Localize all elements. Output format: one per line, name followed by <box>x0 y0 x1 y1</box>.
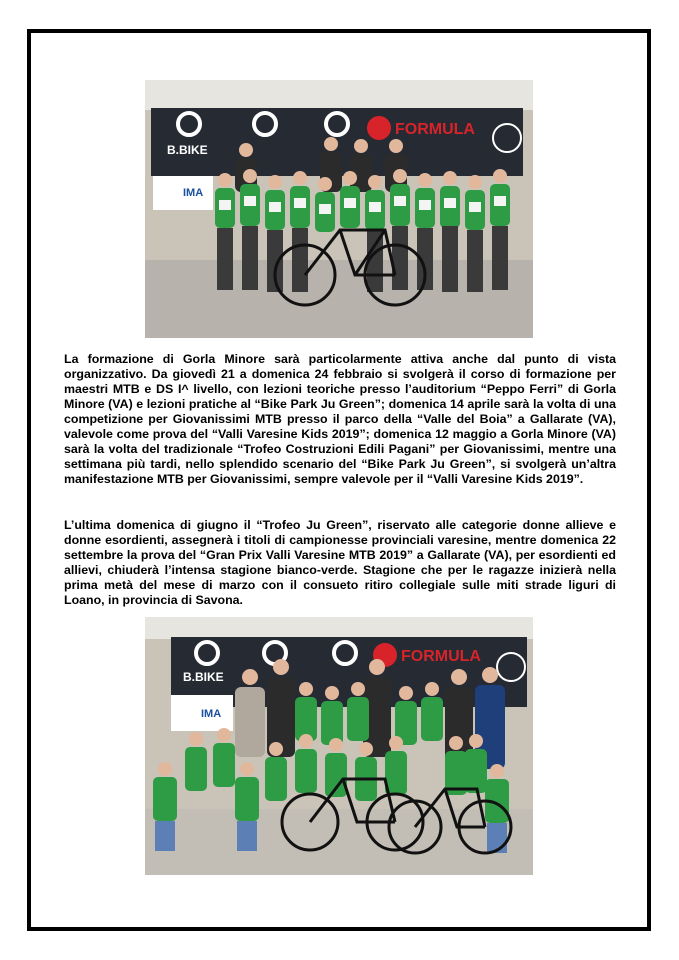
banner-left-text: B.BIKE <box>167 143 208 157</box>
team-photo-2 <box>145 617 533 875</box>
team-photo-2-image <box>145 617 533 875</box>
team-photo-1 <box>145 80 533 338</box>
banner-sub-text: IMA <box>183 187 204 199</box>
article-paragraph-2: L’ultima domenica di giugno il “Trofeo Ju Green”, riservato alle categorie donne allieve e donne esordienti, assegnerà i titoli di campionesse provinciali varesine, mentre domenica 22 settembre la prova del “Gran Prix Valli Varesine MTB 2019” a Gallarate (VA), per esordienti ed allievi, chiuderà l’intensa stagione bianco-verde. Stagione che per le ragazze inizierà nella prima metà del mese di marzo con il consueto ritiro collegiale sulle miti strade liguri di Loano, in provincia di Savona. <box>64 518 616 607</box>
article-paragraph-1: La formazione di Gorla Minore sarà particolarmente attiva anche dal punto di vista organizzativo. Da giovedì 21 a domenica 24 febbraio si svolgerà il corso di formazione per maestri MTB e DS I^ livello, con lezioni teoriche presso l’auditorium “Peppo Ferri” di Gorla Minore (VA) e lezioni pratiche al “Bike Park Ju Green”; domenica 14 aprile sarà la volta di una competizione per Giovanissimi MTB presso il parco della “Valle del Boia” a Gallarate (VA), valevole come prova del “Valli Varesine Kids 2019”; domenica 12 maggio a Gorla Minore (VA) sarà la volta del tradizionale “Trofeo Costruzioni Edili Pagani” per Giovanissimi, mentre una settimana più tardi, nello splendido scenario del “Bike Park Ju Green”, si svolgerà un’altra manifestazione MTB per Giovanissimi, sempre valevole per il “Valli Varesine Kids 2019”. <box>64 352 616 486</box>
banner-left-text: B.BIKE <box>183 670 224 684</box>
banner-right-text: FORMULA <box>395 121 475 138</box>
banner-right-text: FORMULA <box>401 648 481 665</box>
team-photo-1-image <box>145 80 533 338</box>
banner-sub-text: IMA <box>201 708 222 720</box>
